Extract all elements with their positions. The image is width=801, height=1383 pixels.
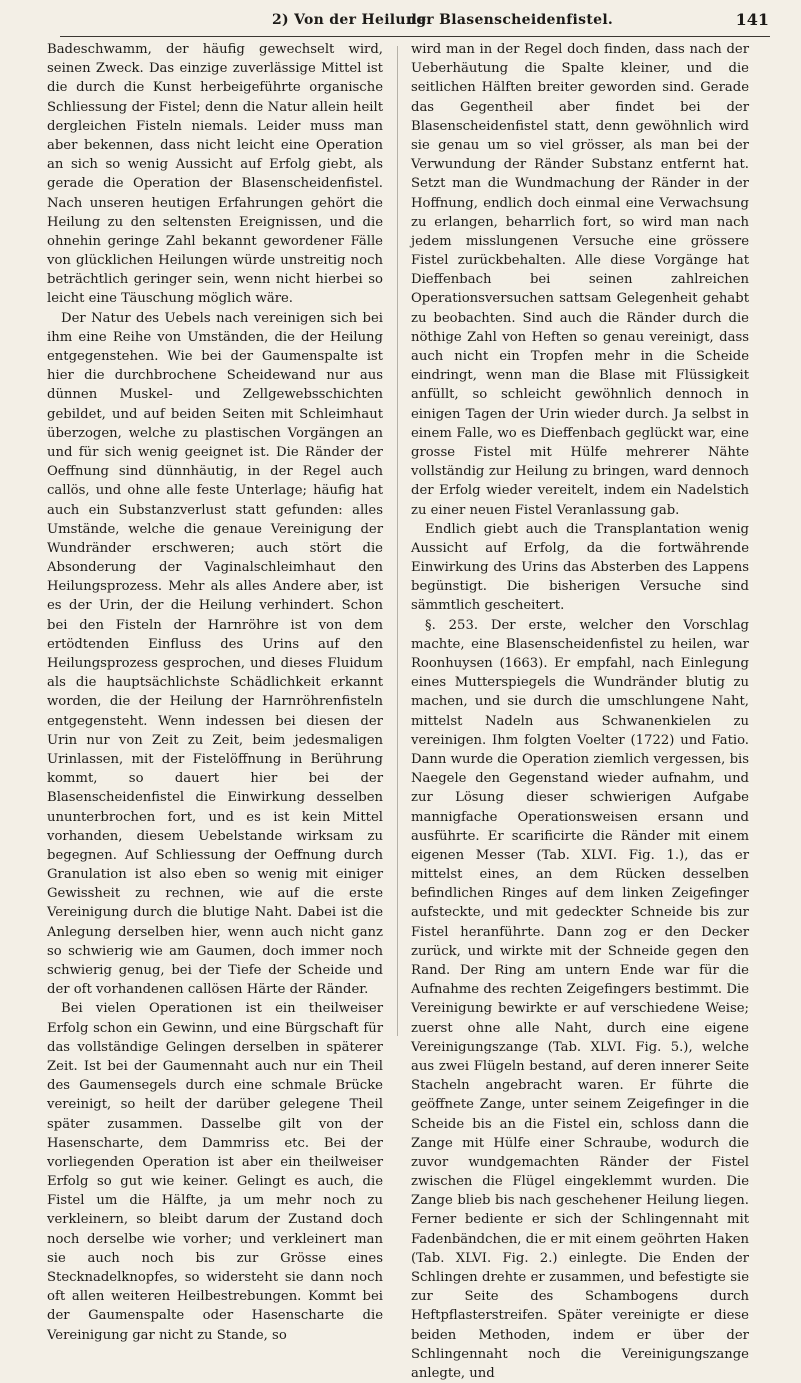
page-number: 141 <box>735 10 769 29</box>
paragraph: wird man in der Regel doch finden, dass nach der Ueberhäutung die Spalte kleiner, und die seitlichen Hälften breiter geworden sind. Gerade das Gegentheil aber findet bei der Blasenscheidenfistel statt, denn gewöhnlich wird sie genau um so viel grösser, als man bei der Verwundung der Ränder Substanz entfernt hat. Setzt man die Wundmachung der Ränder in der Hoffnung, endlich doch einmal eine Verwachsung zu erlangen, beharrlich fort, so wird man nach jedem misslungenen Versuche eine grössere Fistel zurückbehalten. Alle diese Vorgänge hat Dieffenbach bei seinen zahlreichen Operationsversuchen sattsam Gelegenheit gehabt zu beobachten. Sind auch die Ränder durch die nöthige Zahl von Heften so genau vereinigt, dass auch nicht ein Tropfen mehr in die Scheide eindringt, wenn man die Blase mit Flüssigkeit anfüllt, so schleicht gewöhnlich dennoch in einigen Tagen der Urin wieder durch. Ja selbst in einem Falle, wo es Dieffenbach geglückt war, eine grosse Fistel mit Hülfe mehrerer Nähte vollständig zur Heilung zu bringen, ward dennoch der Erfolg wieder vereitelt, indem ein Nadelstich zu einer neuen Fistel Veranlassung gab. <box>411 42 749 518</box>
paragraph: Endlich giebt auch die Transplantation wenig Aussicht auf Erfolg, da die fortwährende Einwirkung des Urins das Absterben des Lappens begünstigt. Die bisherigen Versuche sind sämmtlich gescheitert. <box>411 521 749 614</box>
paragraph: §. 253. Der erste, welcher den Vorschlag machte, eine Blasenscheidenfistel zu heilen, war Roonhuysen (1663). Er empfahl, nach Einlegung eines Mutterspiegels die Wundränder blutig zu machen, und sie durch die umschlungene Naht, mittelst Nadeln aus Schwanenkielen zu vereinigen. Ihm folgten Voelter (1722) und Fatio. Dann wurde die Operation ziemlich vergessen, bis Naegele den Gegenstand wieder aufnahm, und zur Lösung dieser schwierigen Aufgabe mannigfache Operationsweisen ersann und ausführte. Er scarificirte die Ränder mit einem eigenen Messer (Tab. XLVI. Fig. 1.), das er mittelst eines, an dem Rücken desselben befindlichen Ringes auf dem linken Zeigefinger aufsteckte, und mit gedeckter Schneide bis zur Fistel heranführte. Dann zog er den Decker zurück, und wirkte mit der Schneide gegen den Rand. Der Ring am untern Ende war für die Aufnahme des rechten Zeigefingers bestimmt. Die Vereinigung bewirkte er auf verschiedene Weise; zuerst ohne alle Naht, durch eine eigene Vereinigungszange (Tab. XLVI. Fig. 5.), welche aus zwei Flügeln bestand, auf deren innerer Seite Stacheln angebracht waren. Er führte die geöffnete Zange, unter seinem Zeigefinger in die Scheide bis an die Fistel ein, schloss dann die Zange mit Hülfe einer Schraube, wodurch die zuvor wundgemachten Ränder der Fistel zwischen die Flügel eingeklemmt wurden. Die Zange blieb bis nach geschehener Heilung liegen. Ferner bediente er sich der Schlingennaht mit Fadenbändchen, die er mit einem geöhrten Haken (Tab. XLVI. Fig. 2.) einlegte. Die Enden der Schlingen drehte er zusammen, und befestigte sie zur Seite des Schambogens durch Heftpflasterstreifen. Später vereinigte er diese beiden Methoden, indem er über der Schlingennaht noch die Vereinigungszange anlegte, und <box>411 617 749 1381</box>
paragraph: Bei vielen Operationen ist ein theilweiser Erfolg schon ein Gewinn, und eine Bürgschaft für das vollständige Gelingen derselben in späterer Zeit. Ist bei der Gaumennaht auch nur ein Theil des Gaumensegels durch eine schmale Brücke vereinigt, so heilt der darüber gelegene Theil später zusammen. Dasselbe gilt von der Hasenscharte, dem Dammriss etc. Bei der vorliegenden Operation ist aber ein theilweiser Erfolg so gut wie keiner. Gelingt es auch, die Fistel um die Hälfte, ja um mehr noch zu verkleinern, so bleibt darum der Zustand doch noch derselbe wie vorher; und verkleinert man sie auch noch bis zur Grösse eines Stecknadelknopfes, so widersteht sie dann noch oft allen weiteren Heilbestrebungen. Kommt bei der Gaumenspalte oder Hasenscharte die Vereinigung gar nicht zu Stande, so <box>47 1001 383 1343</box>
chapter-title: 2) Von der Heilung <box>272 12 427 28</box>
running-header <box>60 10 785 34</box>
left-column <box>47 40 383 1345</box>
header-rule <box>60 36 770 37</box>
section-title: der Blasenscheidenfistel. <box>407 12 614 28</box>
right-column <box>411 40 749 1383</box>
paragraph: Badeschwamm, der häufig gewechselt wird, seinen Zweck. Das einzige zuverlässige Mittel ist die durch die Kunst herbeigeführte organische Schliessung der Fistel; denn die Natur allein heilt dergleichen Fisteln niemals. Leider muss man aber bekennen, dass nicht leicht eine Operation an sich so wenig Aussicht auf Erfolg giebt, als gerade die Operation der Blasenscheidenfistel. Nach unseren heutigen Erfahrungen gehört die Heilung zu den seltensten Ereignissen, und die ohnehin geringe Zahl bekannt gewordener Fälle von glücklichen Heilungen würde unstreitig noch beträchtlich geringer sein, wenn nicht hierbei so leicht eine Täuschung möglich wäre. <box>47 42 383 307</box>
column-divider <box>397 46 398 1036</box>
paragraph: Der Natur des Uebels nach vereinigen sich bei ihm eine Reihe von Umständen, die der Heilung entgegenstehen. Wie bei der Gaumenspalte ist hier die durchbrochene Scheidewand nur aus dünnen Muskel- und Zellgewebsschichten gebildet, und auf beiden Seiten mit Schleimhaut überzogen, welche zu plastischen Vorgängen an und für sich wenig geeignet ist. Die Ränder der Oeffnung sind dünnhäutig, in der Regel auch callös, und ohne alle feste Unterlage; häufig hat auch ein Substanzverlust statt gefunden: alles Umstände, welche die genaue Vereinigung der Wundränder erschweren; auch stört die Absonderung der Vaginalschleimhaut den Heilungsprozess. Mehr als alles Andere aber, ist es der Urin, der die Heilung verhindert. Schon bei den Fisteln der Harnröhre ist von dem ertödtenden Einfluss des Urins auf den Heilungsprozess gesprochen, und dieses Fluidum als die hauptsächlichste Schädlichkeit erkannt worden, die der Heilung der Harnröhrenfisteln entgegensteht. Wenn indessen bei diesen der Urin nur von Zeit zu Zeit, beim jedesmaligen Urinlassen, mit der Fistelöffnung in Berührung kommt, so dauert hier bei der Blasenscheidenfistel die Einwirkung desselben ununterbrochen fort, und es ist kein Mittel vorhanden, diesem Uebelstande wirksam zu begegnen. Auf Schliessung der Oeffnung durch Granulation ist also eben so wenig mit einiger Gewissheit zu rechnen, wie auf die erste Vereinigung durch die blutige Naht. Dabei ist die Anlegung derselben hier, wenn auch nicht ganz so schwierig wie am Gaumen, doch immer noch schwierig genug, bei der Tiefe der Scheide und der oft vorhandenen callösen Härte der Ränder. <box>47 310 383 998</box>
